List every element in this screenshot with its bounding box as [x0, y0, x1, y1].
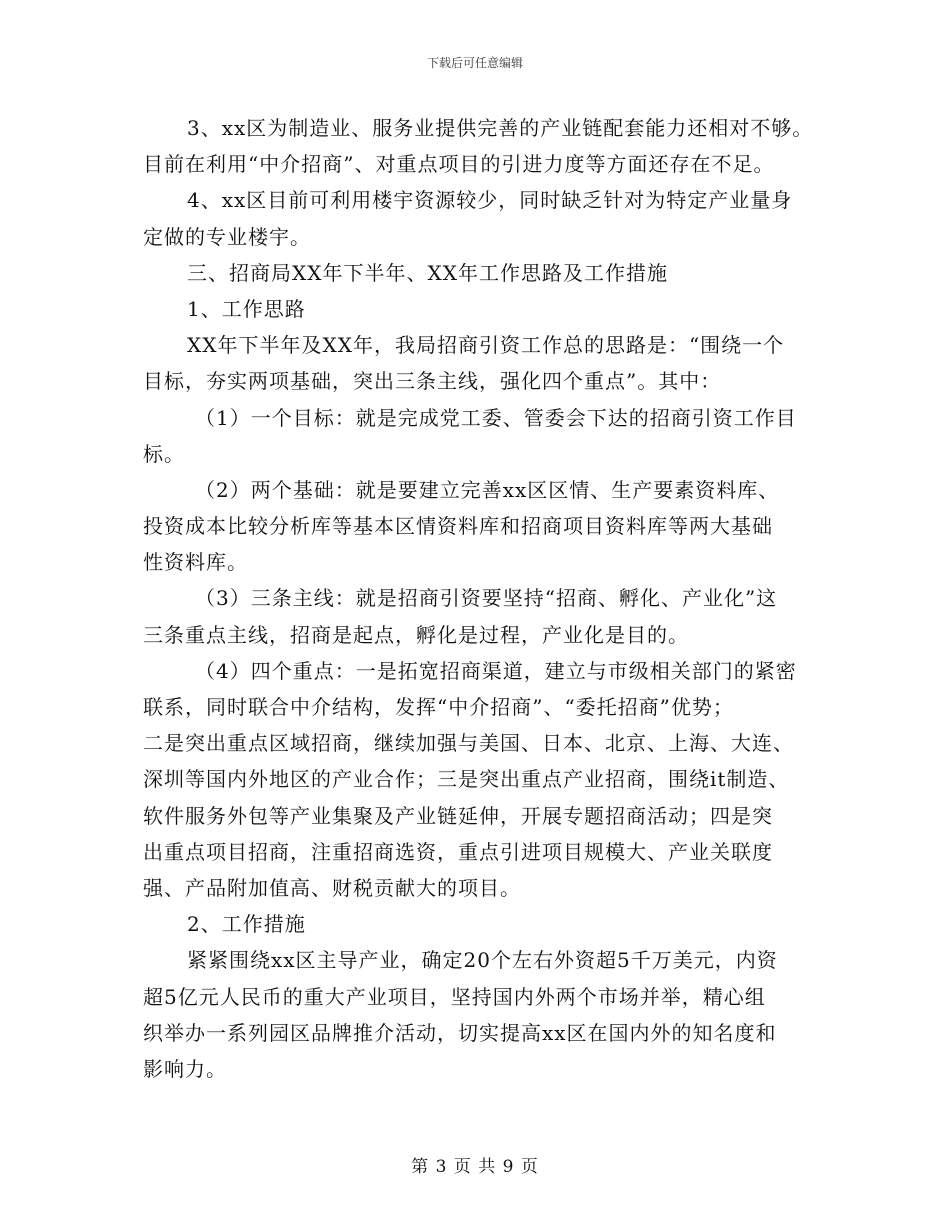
paragraph-line: 影响力。	[143, 1056, 227, 1081]
paragraph-line: 织举办一系列园区品牌推介活动，切实提高xx区在国内外的知名度和	[143, 1020, 777, 1045]
paragraph-line: 定做的专业楼宇。	[143, 224, 311, 249]
paragraph-line: XX年下半年及XX年，我局招商引资工作总的思路是：“围绕一个	[187, 333, 785, 358]
paragraph-line: 目前在利用“中介招商”、对重点项目的引进力度等方面还存在不足。	[143, 152, 775, 177]
paragraph-line: 性资料库。	[143, 550, 248, 575]
subsection-heading: 2、工作措施	[187, 912, 306, 937]
paragraph-line: （1）一个目标：就是完成党工委、管委会下达的招商引资工作目	[195, 405, 797, 430]
paragraph-line: 软件服务外包等产业集聚及产业链延伸，开展专题招商活动；四是突	[143, 803, 773, 828]
section-heading: 三、招商局XX年下半年、XX年工作思路及工作措施	[187, 260, 668, 285]
paragraph-line: （4）四个重点：一是拓宽招商渠道，建立与市级相关部门的紧密	[195, 658, 797, 683]
paragraph-line: 二是突出重点区域招商，继续加强与美国、日本、北京、上海、大连、	[143, 731, 794, 756]
paragraph-line: 4、xx区目前可利用楼宇资源较少，同时缺乏针对为特定产业量身	[187, 188, 793, 213]
paragraph-line: 标。	[143, 441, 185, 466]
document-body	[143, 110, 823, 1087]
paragraph-line: 三条重点主线，招商是起点，孵化是过程，产业化是目的。	[143, 622, 689, 647]
paragraph-line: 超5亿元人民币的重大产业项目，坚持国内外两个市场并举，精心组	[143, 984, 766, 1009]
subsection-heading: 1、工作思路	[187, 296, 306, 321]
paragraph-line: 强、产品附加值高、财税贡献大的项目。	[143, 875, 521, 900]
paragraph-line: （3）三条主线：就是招商引资要坚持“招商、孵化、产业化”这	[195, 586, 778, 611]
paragraph-line: 出重点项目招商，注重招商选资，重点引进项目规模大、产业关联度	[143, 839, 773, 864]
paragraph-line: （2）两个基础：就是要建立完善xx区区情、生产要素资料库、	[195, 477, 780, 502]
page-footer: 第 3 页 共 9 页	[411, 1157, 539, 1177]
paragraph-line: 联系，同时联合中介结构，发挥“中介招商”、“委托招商”优势；	[143, 695, 734, 719]
paragraph-line: 紧紧围绕xx区主导产业，确定20个左右外资超5千万美元，内资	[187, 948, 778, 973]
paragraph-line: 目标，夯实两项基础，突出三条主线，强化四个重点”。其中：	[143, 369, 722, 394]
page-header: 下载后可任意编辑	[426, 56, 523, 70]
paragraph-line: 深圳等国内外地区的产业合作；三是突出重点产业招商，围绕it制造、	[143, 767, 790, 792]
paragraph-line: 投资成本比较分析库等基本区情资料库和招商项目资料库等两大基础	[143, 514, 773, 539]
paragraph-line: 3、xx区为制造业、服务业提供完善的产业链配套能力还相对不够。	[187, 116, 814, 140]
